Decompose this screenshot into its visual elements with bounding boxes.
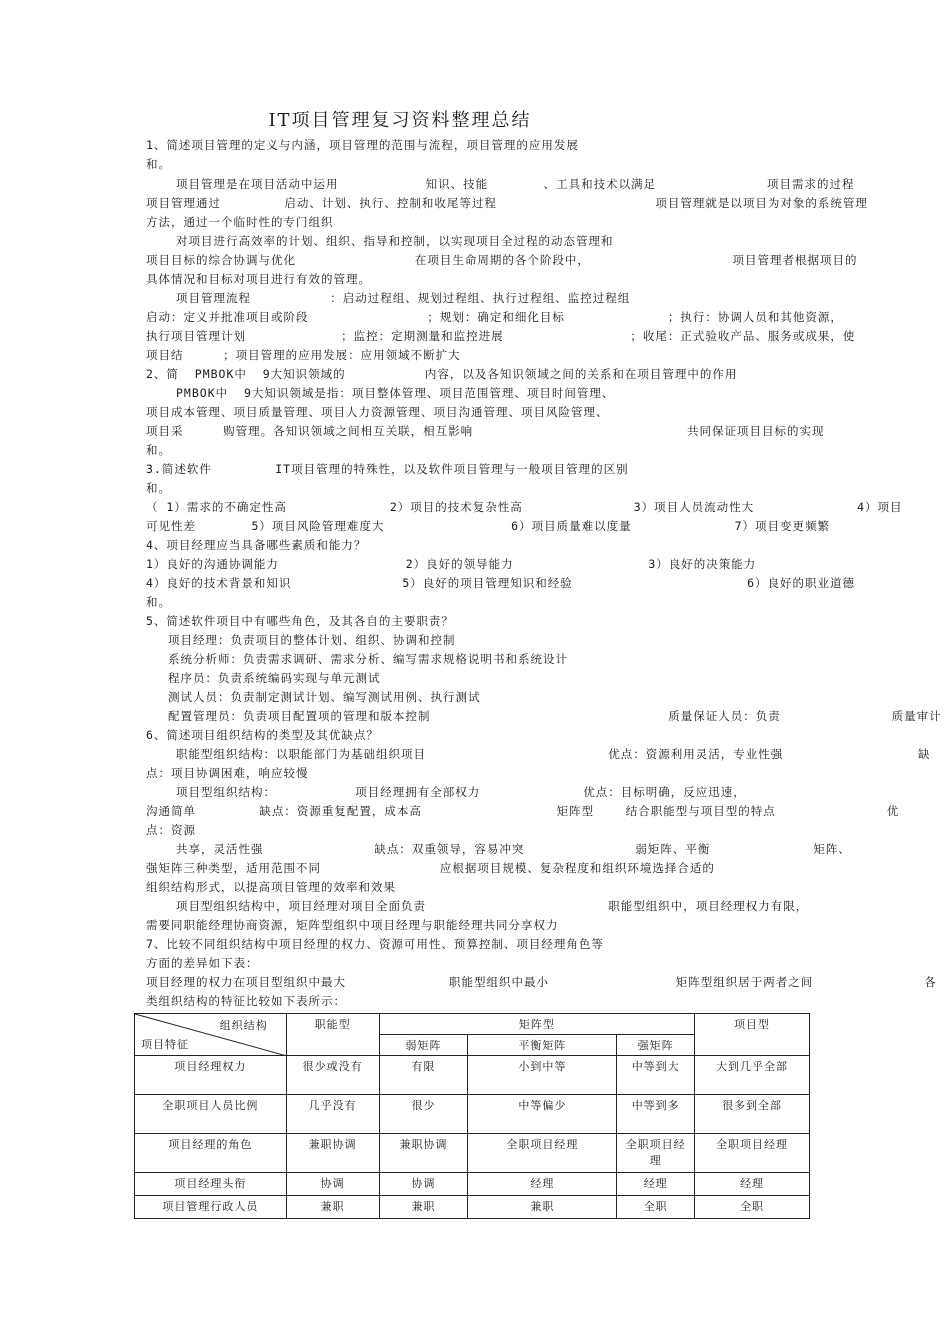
col-header-weak-matrix: 弱矩阵 [379, 1035, 468, 1056]
text-line: 具体情况和目标对项目进行有效的管理。 [146, 272, 371, 286]
text-line: 和。 [146, 443, 171, 457]
col-header-strong-matrix: 强矩阵 [617, 1035, 695, 1056]
text-line: 可见性差 5）项目风险管理难度大 6）项目质量难以度量 7）项目变更频繁 [146, 519, 831, 533]
table-cell: 经理 [617, 1173, 695, 1196]
text-line: 配置管理员：负责项目配置项的管理和版本控制 质量保证人员：负责 质量审计 [168, 709, 942, 723]
text-line: 1）良好的沟通协调能力 2）良好的领导能力 3）良好的决策能力 [146, 557, 757, 571]
table-corner-cell [135, 1014, 287, 1056]
table-cell: 大到几乎全部 [695, 1056, 810, 1095]
text-line: 组织结构形式，以提高项目管理的效率和效果 [146, 880, 396, 894]
text-line: （ 1）需求的不确定性高 2）项目的技术复杂性高 3）项目人员流动性大 4）项目 [146, 500, 903, 514]
text-line: 和。 [146, 157, 171, 171]
text-line: 方法，通过一个临时性的专门组织 [146, 215, 334, 229]
row-label: 项目经理头衔 [135, 1173, 287, 1196]
text-line: PMBOK中 9大知识领域是指：项目整体管理、项目范围管理、项目时间管理、 [176, 386, 615, 400]
row-label: 项目经理的角色 [135, 1134, 287, 1173]
table-cell: 兼职 [286, 1196, 379, 1219]
text-line: 启动：定义并批准项目或阶段 ；规划：确定和细化目标 ；执行：协调人员和其他资源， [146, 310, 843, 324]
text-line: 对项目进行高效率的计划、组织、指导和控制，以实现项目全过程的动态管理和 [176, 234, 614, 248]
table-row [135, 1196, 810, 1219]
table-cell: 很少 [379, 1095, 468, 1134]
table-row [135, 1056, 810, 1095]
text-line: 项目经理的权力在项目型组织中最大 职能型组织中最小 矩阵型组织居于两者之间 各 [146, 975, 937, 989]
table-cell: 全职项目经理 [468, 1134, 617, 1173]
col-header-projectized: 项目型 [695, 1014, 810, 1056]
text-line: 测试人员：负责制定测试计划、编写测试用例、执行测试 [168, 690, 481, 704]
text-line: 项目管理通过 启动、计划、执行、控制和收尾等过程 项目管理就是以项目为对象的系统管理 [146, 196, 868, 210]
document-title: IT项目管理复习资料整理总结 [268, 110, 532, 131]
text-line: 沟通简单 缺点：资源重复配置，成本高 矩阵型 结合职能型与项目型的特点 优 [146, 804, 900, 818]
table-cell: 协调 [379, 1173, 468, 1196]
col-header-matrix: 矩阵型 [379, 1014, 695, 1035]
text-line: 类组织结构的特征比较如下表所示： [146, 994, 346, 1008]
table-cell: 有限 [379, 1056, 468, 1095]
text-line: 4、项目经理应当具备哪些素质和能力？ [146, 538, 367, 552]
text-line: 程序员：负责系统编码实现与单元测试 [168, 671, 381, 685]
text-line: 项目管理流程 ：启动过程组、规划过程组、执行过程组、监控过程组 [176, 291, 631, 305]
text-line: 4）良好的技术背景和知识 5）良好的项目管理知识和经验 6）良好的职业道德 [146, 576, 856, 590]
row-label: 项目经理权力 [135, 1056, 287, 1095]
text-line: 项目采 购管理。各知识领域之间相互关联，相互影响 共同保证项目目标的实现 [146, 424, 825, 438]
table-cell: 全职项目经理 [617, 1134, 695, 1173]
table-cell: 兼职协调 [379, 1134, 468, 1173]
table-cell: 很多到全部 [695, 1095, 810, 1134]
text-line: 项目成本管理、项目质量管理、项目人力资源管理、项目沟通管理、项目风险管理、 [146, 405, 609, 419]
table-cell: 全职 [695, 1196, 810, 1219]
text-line: 项目经理：负责项目的整体计划、组织、协调和控制 [168, 633, 456, 647]
row-label: 全职项目人员比例 [135, 1095, 287, 1134]
table-cell: 几乎没有 [286, 1095, 379, 1134]
row-label: 项目管理行政人员 [135, 1196, 287, 1219]
text-line: 系统分析师：负责需求调研、需求分析、编写需求规格说明书和系统设计 [168, 652, 568, 666]
table-row [135, 1134, 810, 1173]
table-cell: 中等到多 [617, 1095, 695, 1134]
corner-bottom-label: 项目特征 [141, 1038, 189, 1051]
table-row [135, 1095, 810, 1134]
text-line: 和。 [146, 481, 171, 495]
table-cell: 很少或没有 [286, 1056, 379, 1095]
text-line: 5、简述软件项目中有哪些角色，及其各自的主要职责？ [146, 614, 454, 628]
text-line: 项目型组织结构中，项目经理对项目全面负责 职能型组织中，项目经理权力有限， [176, 899, 809, 913]
table-cell: 兼职 [468, 1196, 617, 1219]
text-line: 方面的差异如下表： [146, 956, 259, 970]
table-cell: 经理 [695, 1173, 810, 1196]
text-line: 2、简 PMBOK中 9大知识领域的 内容，以及各知识领域之间的关系和在项目管理中的作用 [146, 367, 738, 381]
text-line: 执行项目管理计划 ；监控：定期测量和监控进展 ；收尾：正式验收产品、服务或成果，使 [146, 329, 856, 343]
text-line: 职能型组织结构：以职能部门为基础组织项目 优点：资源利用灵活，专业性强 缺 [176, 747, 931, 761]
text-line: 7、比较不同组织结构中项目经理的权力、资源可用性、预算控制、项目经理角色等 [146, 937, 604, 951]
comparison-table [134, 1013, 810, 1219]
col-header-balanced-matrix: 平衡矩阵 [468, 1035, 617, 1056]
text-line: 点：资源 [146, 823, 196, 837]
table-cell: 中等偏少 [468, 1095, 617, 1134]
corner-top-label: 组织结构 [219, 1019, 268, 1032]
table-cell: 全职项目经理 [695, 1134, 810, 1173]
table-cell: 中等到大 [617, 1056, 695, 1095]
text-line: 项目型组织结构： 项目经理拥有全部权力 优点：目标明确，反应迅速， [176, 785, 746, 799]
table-cell: 协调 [286, 1173, 379, 1196]
text-line: 点：项目协调困难，响应较慢 [146, 766, 309, 780]
table-header-row [135, 1014, 810, 1035]
table-cell: 全职 [617, 1196, 695, 1219]
text-line: 共享，灵活性强 缺点：双重领导，容易冲突 弱矩阵、平衡 矩阵、 [176, 842, 851, 856]
text-line: 项目结 ；项目管理的应用发展：应用领域不断扩大 [146, 348, 461, 362]
table-row [135, 1173, 810, 1196]
text-line: 项目目标的综合协调与优化 在项目生命周期的各个阶段中， 项目管理者根据项目的 [146, 253, 858, 267]
text-line: 强矩阵三种类型，适用范围不同 应根据项目规模、复杂程度和组织环境选择合适的 [146, 861, 715, 875]
text-line: 1、简述项目管理的定义与内涵，项目管理的范围与流程，项目管理的应用发展 [146, 138, 579, 152]
table-cell: 经理 [468, 1173, 617, 1196]
table-cell: 小到中等 [468, 1056, 617, 1095]
col-header-functional: 职能型 [286, 1014, 379, 1056]
text-line: 6、简述项目组织结构的类型及其优缺点？ [146, 728, 379, 742]
text-line: 3.简述软件 IT项目管理的特殊性，以及软件项目管理与一般项目管理的区别 [146, 462, 629, 476]
text-line: 项目管理是在项目活动中运用 知识、技能 、工具和技术以满足 项目需求的过程 [176, 177, 855, 191]
text-line: 需要同职能经理协商资源，矩阵型组织中项目经理与职能经理共同分享权力 [146, 918, 559, 932]
table-cell: 兼职协调 [286, 1134, 379, 1173]
text-line: 和。 [146, 595, 171, 609]
table-cell: 兼职 [379, 1196, 468, 1219]
